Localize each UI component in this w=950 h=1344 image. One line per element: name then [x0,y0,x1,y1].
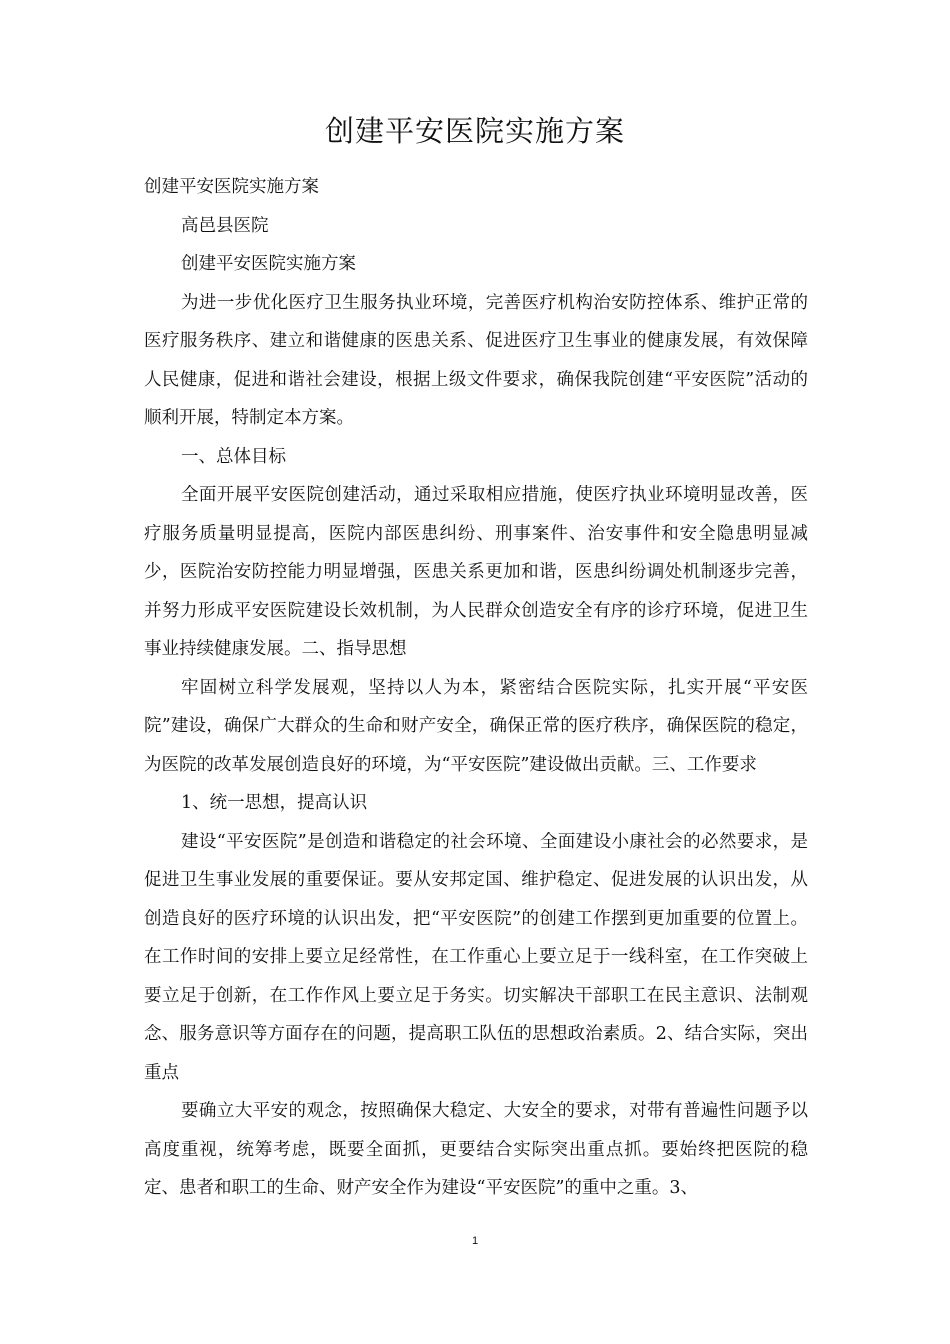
document-body [144,168,808,1208]
paragraph-goals: 全面开展平安医院创建活动，通过采取相应措施，使医疗执业环境明显改善，医疗服务质量明显提高，医院内部医患纠纷、刑事案件、治安事件和安全隐患明显减少，医院治安防控能力明显增强，医患关系更加和谐，医患纠纷调处机制逐步完善，并努力形成平安医院建设长效机制，为人民群众创造安全有序的诊疗环境，促进卫生事业持续健康发展。二、指导思想 [144,485,808,659]
subheading-unify-thinking: 1、统一思想，提高认识 [181,793,368,813]
paragraph-hospital-name: 高邑县医院 [181,215,269,236]
page-number: 1 [471,1235,479,1247]
section-heading-goals: 一、总体目标 [181,446,286,467]
paragraph-intro: 为进一步优化医疗卫生服务执业环境，完善医疗机构治安防控体系、维护正常的医疗服务秩序、建立和谐健康的医患关系、促进医疗卫生事业的健康发展，有效保障人民健康，促进和谐社会建设，根据上级文件要求，确保我院创建“平安医院”活动的顺利开展，特制定本方案。 [144,292,808,428]
paragraph-key-points: 要确立大平安的观念，按照确保大稳定、大安全的要求，对带有普遍性问题予以高度重视，统筹考虑，既要全面抓，更要结合实际突出重点抓。要始终把医院的稳定、患者和职工的生命、财产安全作为建设“平安医院”的重中之重。3、 [144,1101,808,1198]
paragraph-heading-repeat: 创建平安医院实施方案 [144,177,319,197]
paragraph-subtitle: 创建平安医院实施方案 [181,254,356,274]
paragraph-unify-thinking: 建设“平安医院”是创造和谐稳定的社会环境、全面建设小康社会的必然要求，是促进卫生事业发展的重要保证。要从安邦定国、维护稳定、促进发展的认识出发，从创造良好的医疗环境的认识出发，把“平安医院”的创建工作摆到更加重要的位置上。在工作时间的安排上要立足经常性，在工作重心上要立足于一线科室，在工作突破上要立足于创新，在工作作风上要立足于务实。切实解决干部职工在民主意识、法制观念、服务意识等方面存在的问题，提高职工队伍的思想政治素质。2、结合实际，突出重点 [144,831,808,1083]
paragraph-guiding-thought: 牢固树立科学发展观，坚持以人为本，紧密结合医院实际，扎实开展“平安医院”建设，确保广大群众的生命和财产安全，确保正常的医疗秩序，确保医院的稳定，为医院的改革发展创造良好的环境，为“平安医院”建设做出贡献。三、工作要求 [144,677,808,775]
document-title: 创建平安医院实施方案 [324,114,625,148]
